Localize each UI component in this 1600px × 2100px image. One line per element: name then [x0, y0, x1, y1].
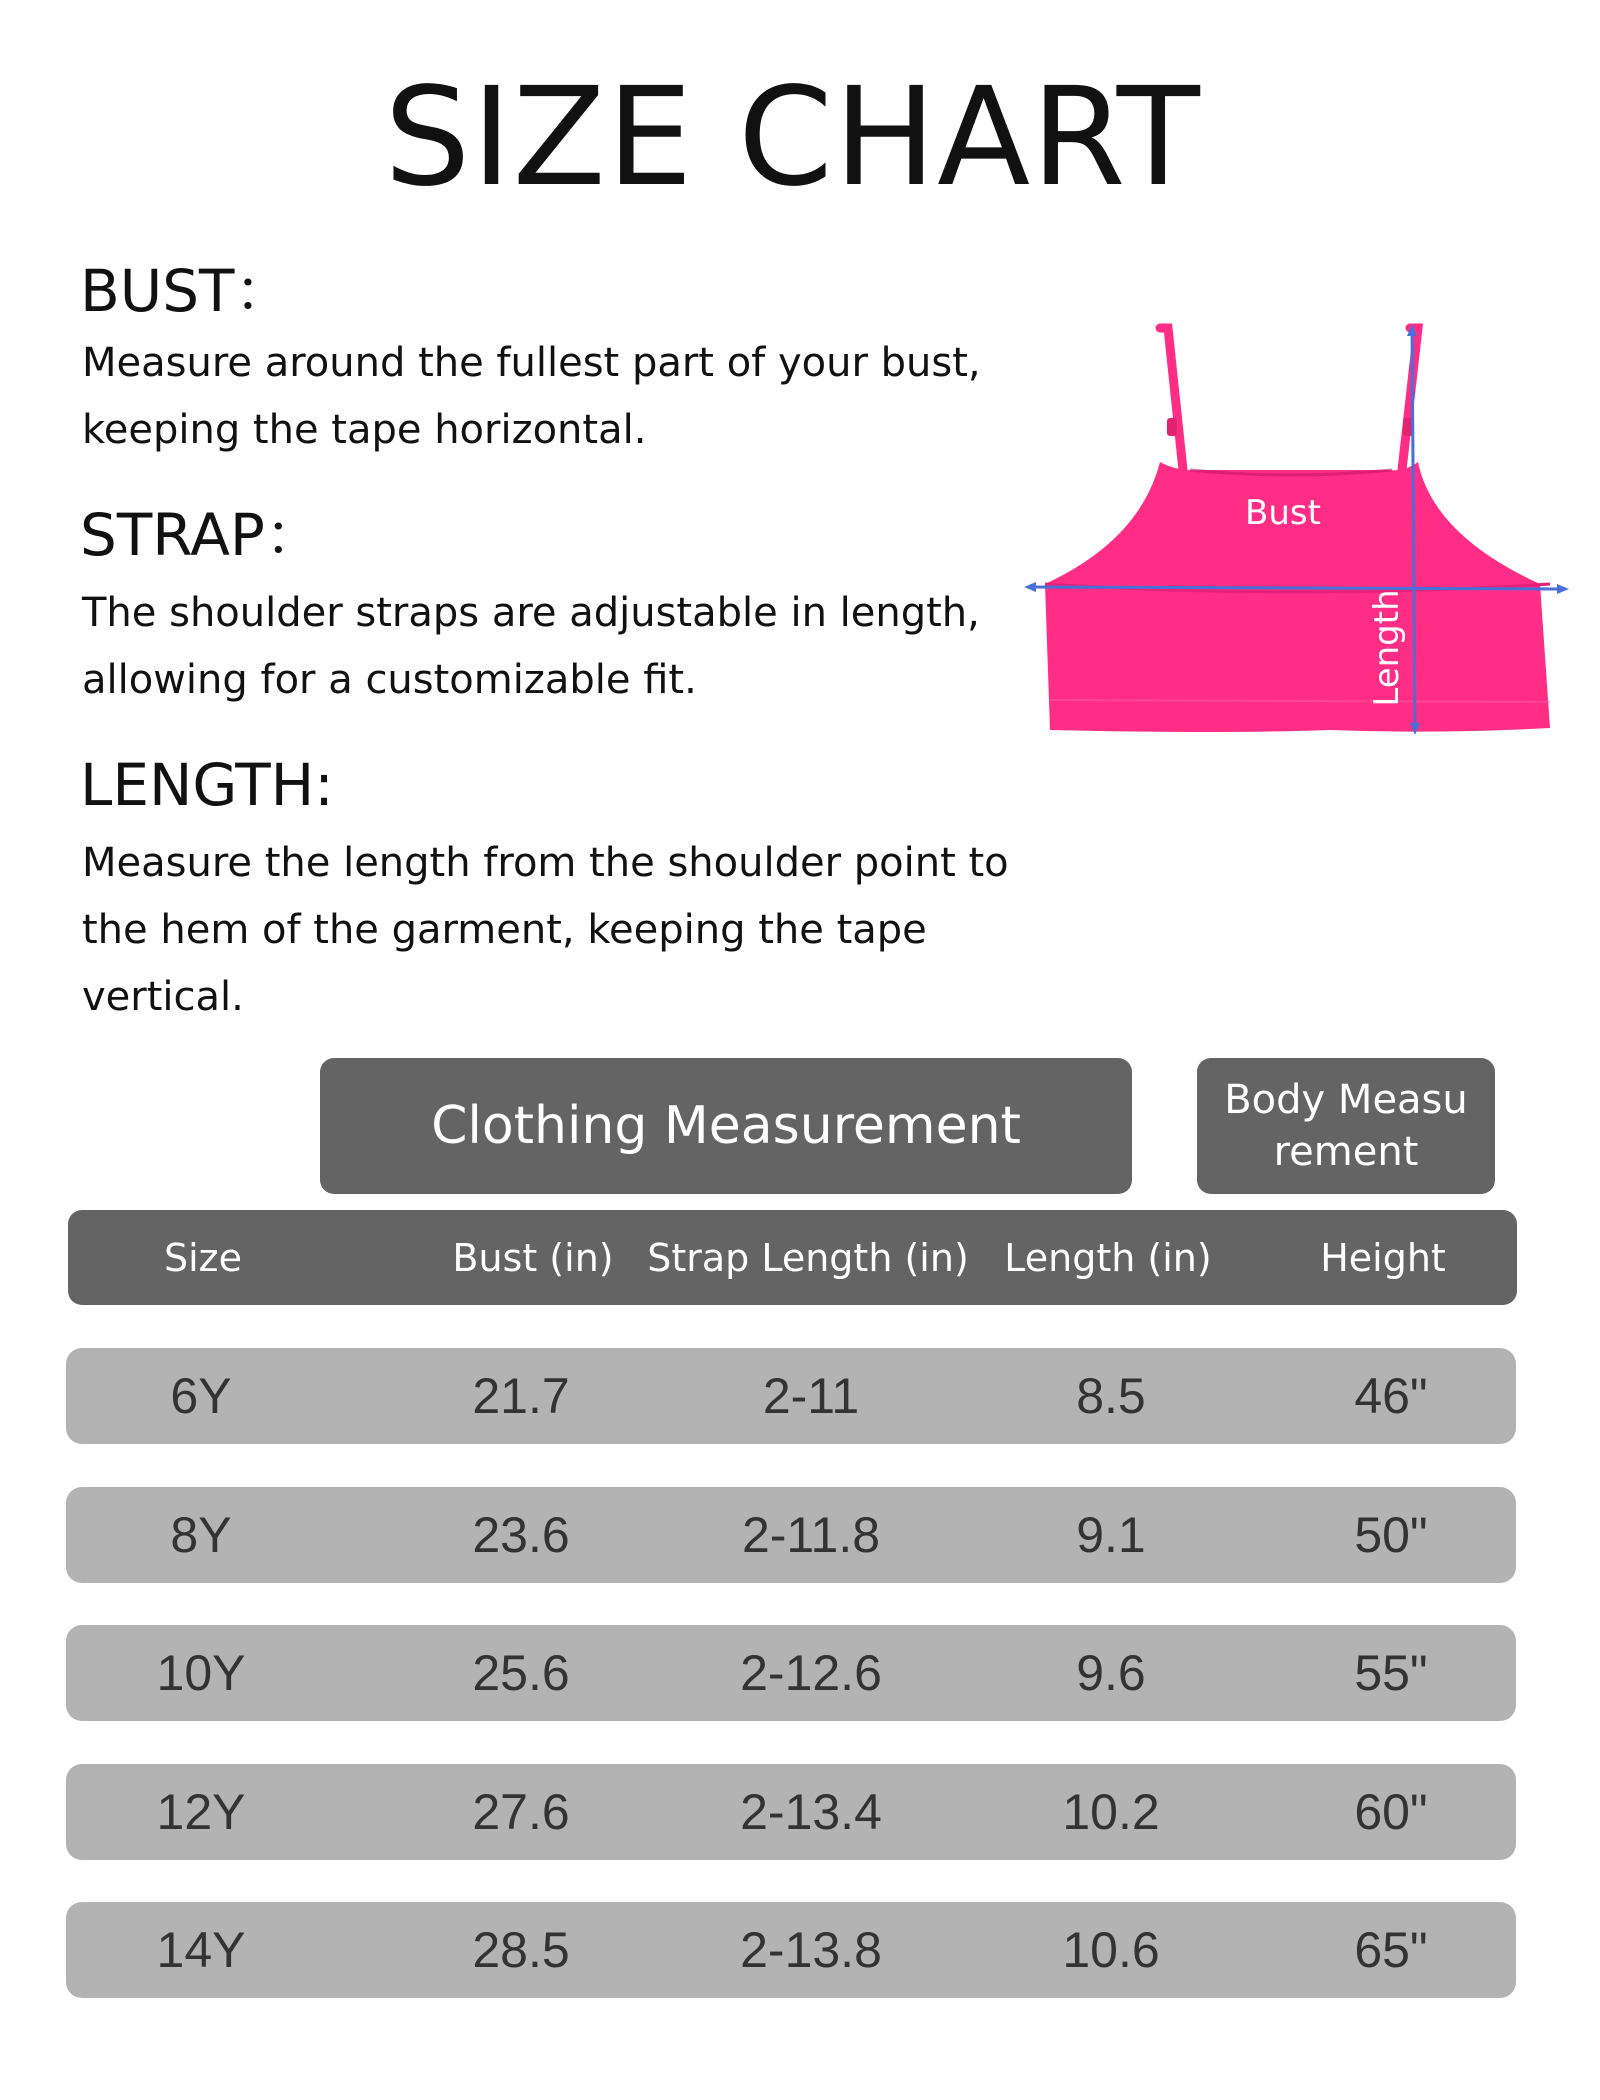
bust-cell: 21.7: [472, 1368, 570, 1424]
size-cell: 10Y: [156, 1645, 246, 1701]
size-cell: 8Y: [170, 1507, 232, 1563]
bust-heading: BUST：: [80, 257, 293, 325]
strap-length-cell: 2-13.8: [740, 1922, 882, 1978]
column-header-bust: Bust (in): [452, 1235, 614, 1280]
length-heading: LENGTH:: [80, 751, 334, 819]
length-label: Length: [1367, 589, 1407, 707]
bust-description: Measure around the fullest part of your bust, keeping the tape horizontal.: [82, 340, 981, 453]
column-header-height: Height: [1320, 1235, 1446, 1280]
height-cell: 50": [1354, 1507, 1428, 1563]
length-description: Measure the length from the shoulder point to the hem of the garment, keeping the tape vertical.: [82, 840, 1009, 1020]
length-cell: 9.1: [1076, 1507, 1146, 1563]
strap-heading: STRAP：: [80, 501, 323, 569]
strap-length-cell: 2-12.6: [740, 1645, 882, 1701]
strap-description: The shoulder straps are adjustable in length, allowing for a customizable fit.: [82, 590, 980, 703]
table-row: [66, 1348, 1516, 1444]
size-cell: 12Y: [156, 1784, 246, 1840]
clothing-measurement-label: Clothing Measurement: [431, 1096, 1021, 1156]
column-header-strap-length: Strap Length (in): [647, 1235, 969, 1280]
strap-length-cell: 2-13.4: [740, 1784, 882, 1840]
strap-length-cell: 2-11.8: [741, 1507, 881, 1563]
body-measurement-label: Body Measurement: [1224, 1077, 1468, 1175]
clothing-measurement-header: [320, 1058, 1132, 1194]
table-row: [66, 1625, 1516, 1721]
page-title: SIZE CHART: [384, 59, 1201, 217]
size-cell: 6Y: [170, 1368, 232, 1424]
height-cell: 46": [1354, 1368, 1428, 1424]
bust-cell: 28.5: [472, 1922, 570, 1978]
height-cell: 65": [1354, 1922, 1428, 1978]
column-header-length: Length (in): [1004, 1235, 1212, 1280]
bust-label: Bust: [1245, 493, 1321, 533]
length-cell: 10.2: [1062, 1784, 1160, 1840]
height-cell: 60": [1354, 1784, 1428, 1840]
garment-diagram: [1020, 320, 1595, 740]
length-cell: 8.5: [1076, 1368, 1146, 1424]
strap-length-cell: 2-11: [762, 1368, 860, 1424]
column-header-size: Size: [163, 1235, 242, 1280]
bust-cell: 25.6: [472, 1645, 570, 1701]
body-measurement-header: [1197, 1058, 1495, 1194]
table-row: [66, 1764, 1516, 1860]
size-cell: 14Y: [156, 1922, 246, 1978]
bust-cell: 27.6: [472, 1784, 570, 1840]
height-cell: 55": [1354, 1645, 1428, 1701]
length-cell: 10.6: [1062, 1922, 1160, 1978]
table-row: [66, 1487, 1516, 1583]
table-row: [66, 1902, 1516, 1998]
bust-cell: 23.6: [472, 1507, 570, 1563]
length-cell: 9.6: [1076, 1645, 1146, 1701]
column-header-bar: [68, 1210, 1517, 1305]
